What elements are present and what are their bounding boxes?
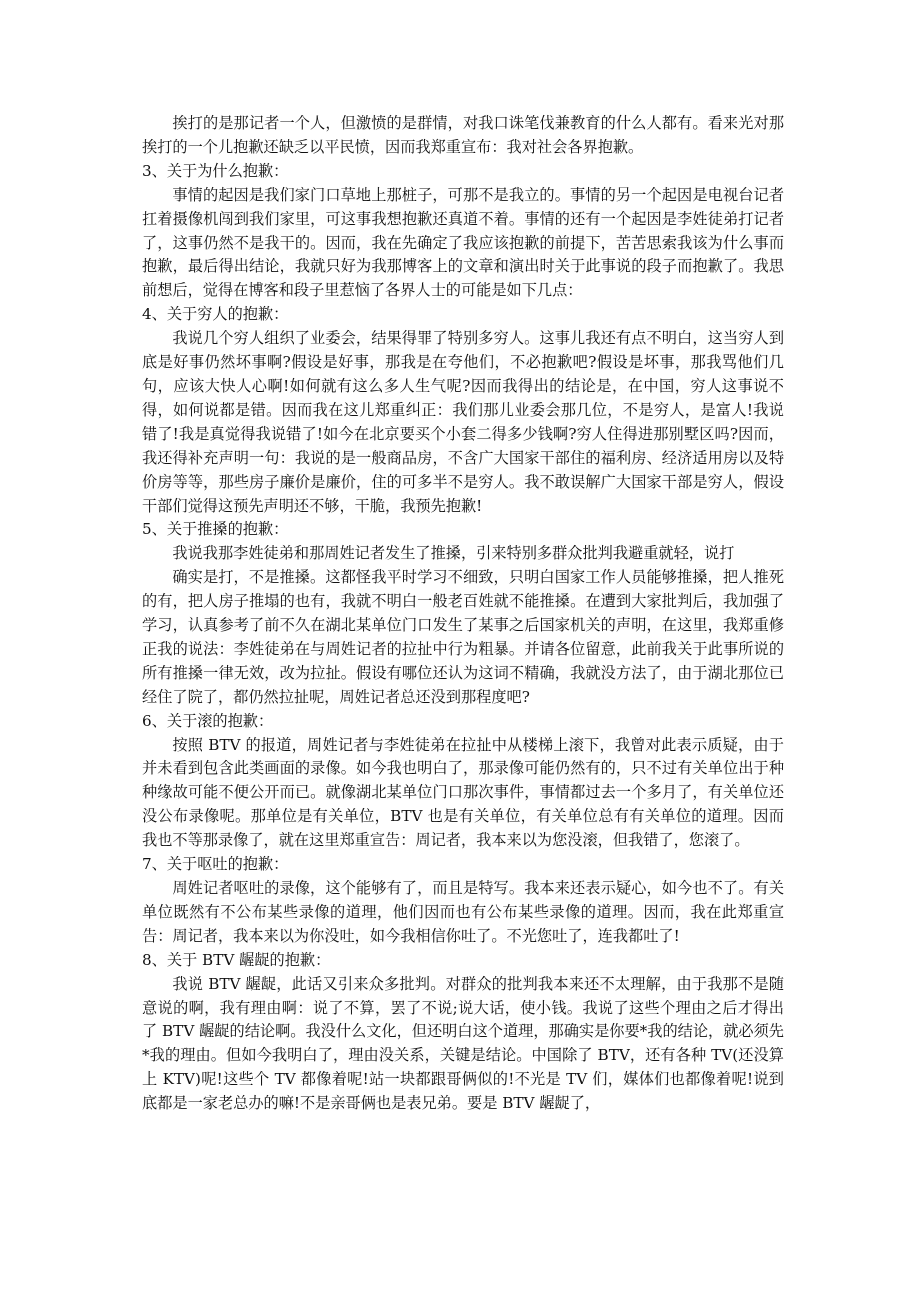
article-body — [142, 112, 784, 1116]
paragraph-section-5b: 确实是打，不是推搡。这都怪我平时学习不细致，只明白国家工作人员能够推搡，把人推死的有，把人房子推塌的也有，我就不明白一般老百姓就不能推搡。在遭到大家批判后，我加强了学习，认真参考了前不久在湖北某单位门口发生了某事之后国家机关的声明，在这里，我郑重修正我的说法：李姓徒弟在与周姓记者的拉扯中行为粗暴。并请各位留意，此前我关于此事所说的所有推搡一律无效，改为拉扯。假设有哪位还认为这词不精确，我就没方法了，由于湖北那位已经住了院了，都仍然拉扯呢，周姓记者总还没到那程度吧? — [142, 568, 784, 706]
paragraph-section-5a: 我说我那李姓徒弟和那周姓记者发生了推搡，引来特别多群众批判我避重就轻，说打 — [172, 544, 735, 563]
paragraph-section-8: 我说 BTV 龌龊，此话又引来众多批判。对群众的批判我本来还不太理解，由于我那不是随意说的啊，我有理由啊：说了不算，罢了不说;说大话，使小钱。我说了这些个理由之后才得出了 BTV 龌龊的结论啊。我没什么文化，但还明白这个道理，那确实是你要*我的结论，就必须先*我的理由。但如今我明白了，理由没关系，关键是结论。中国除了 BTV，还有各种 TV(还没算上 KTV)呢!这些个 TV 都像着呢!站一块都跟哥俩似的!不光是 TV 们，媒体们也都像着呢!说到底都是一家老总办的嘛!不是亲哥俩也是表兄弟。要是 BTV 龌龊了， — [142, 974, 784, 1113]
paragraph-section-4: 我说几个穷人组织了业委会，结果得罪了特别多穷人。这事儿我还有点不明白，这当穷人到底是好事仍然坏事啊?假设是好事，那我是在夸他们，不必抱歉吧?假设是坏事，那我骂他们几句，应该大快人心啊!如何就有这么多人生气呢?因而我得出的结论是，在中国，穷人这事说不得，如何说都是错。因而我在这儿郑重纠正：我们那儿业委会那几位，不是穷人，是富人!我说错了!我是真觉得我说错了!如今在北京要买个小套二得多少钱啊?穷人住得进那别墅区吗?因而，我还得补充声明一句：我说的是一般商品房，不含广大国家干部住的福利房、经济适用房以及特价房等等，那些房子廉价是廉价，住的可多半不是穷人。我不敢误解广大国家干部是穷人，假设干部们觉得这预先声明还不够，干脆，我预先抱歉! — [142, 329, 784, 515]
section-heading-6: 6、关于滚的抱歉： — [142, 711, 274, 730]
section-heading-5: 5、关于推搡的抱歉： — [142, 520, 289, 539]
paragraph-section-3: 事情的起因是我们家门口草地上那桩子，可那不是我立的。事情的另一个起因是电视台记者扛着摄像机闯到我们家里，可这事我想抱歉还真道不着。事情的还有一个起因是李姓徒弟打记者了，这事仍然不是我干的。因而，我在先确定了我应该抱歉的前提下，苦苦思索我该为什么事而抱歉，最后得出结论，我就只好为我那博客上的文章和演出时关于此事说的段子而抱歉了。我思前想后，觉得在博客和段子里惹恼了各界人士的可能是如下几点： — [142, 185, 784, 300]
section-heading-8: 8、关于 BTV 龌龊的抱歉： — [142, 950, 331, 969]
paragraph-intro: 挨打的是那记者一个人，但激愤的是群情，对我口诛笔伐兼教育的什么人都有。看来光对那挨打的一个儿抱歉还缺乏以平民愤，因而我郑重宣布：我对社会各界抱歉。 — [142, 114, 784, 156]
section-heading-7: 7、关于呕吐的抱歉： — [142, 855, 289, 874]
paragraph-section-6: 按照 BTV 的报道，周姓记者与李姓徒弟在拉扯中从楼梯上滚下，我曾对此表示质疑，由于并未看到包含此类画面的录像。如今我也明白了，那录像可能仍然有的，只不过有关单位出于种种缘故可能不便公开而已。就像湖北某单位门口那次事件，事情都过去一个多月了，有关单位还没公布录像呢。那单位是有关单位，BTV 也是有关单位，有关单位总有有关单位的道理。因而我也不等那录像了，就在这里郑重宣告：周记者，我本来以为您没滚，但我错了，您滚了。 — [142, 735, 784, 850]
section-heading-3: 3、关于为什么抱歉： — [142, 161, 289, 180]
paragraph-section-7: 周姓记者呕吐的录像，这个能够有了，而且是特写。我本来还表示疑心，如今也不了。有关单位既然有不公布某些录像的道理，他们因而也有公布某些录像的道理。因而，我在此郑重宣告：周记者，我本来以为你没吐，如今我相信你吐了。不光您吐了，连我都吐了! — [142, 879, 784, 945]
section-heading-4: 4、关于穷人的抱歉： — [142, 305, 289, 324]
